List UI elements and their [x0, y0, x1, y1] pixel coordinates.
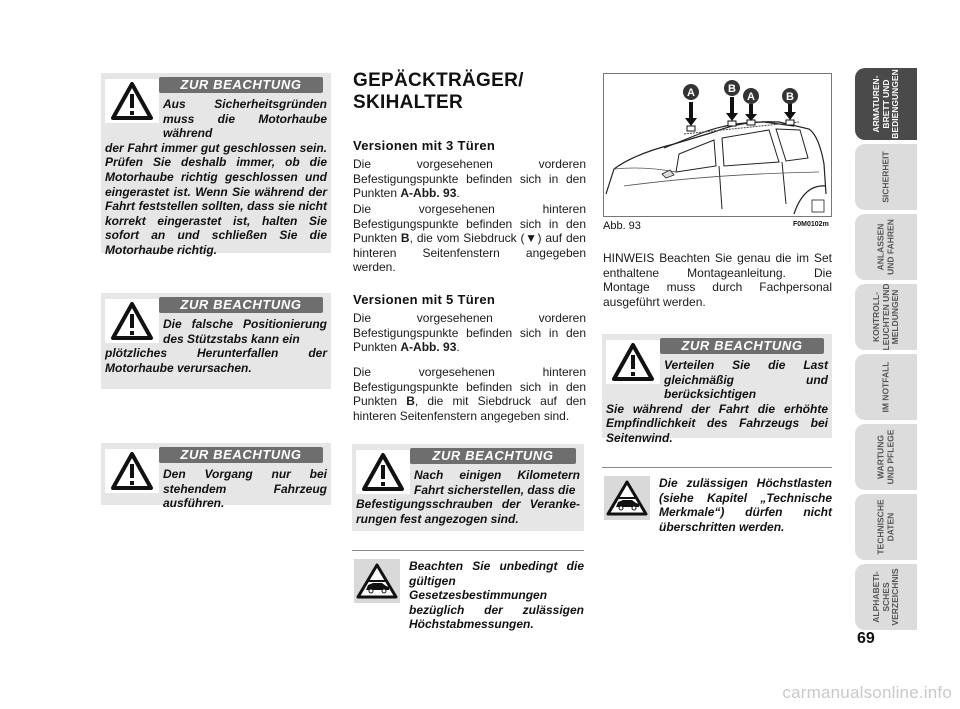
figure-point-labels — [683, 80, 798, 104]
figure-code: F0M0102m — [793, 221, 829, 228]
figure-label-a1: A — [687, 87, 695, 99]
warning-box-support-rod — [101, 293, 331, 389]
tab-armaturenbrett[interactable] — [855, 68, 917, 140]
tab-im-notfall[interactable] — [855, 354, 917, 420]
warning-box-check-screws — [352, 444, 584, 531]
tab-label: TECHNISCHE DATEN — [875, 499, 895, 555]
warning-box-hood-closed — [101, 73, 331, 257]
figure-caption: Abb. 93 — [603, 220, 641, 232]
warning-tag: ZUR BEACHTUNG — [159, 297, 323, 313]
car-icon-frame — [354, 559, 400, 603]
tab-anlassen[interactable] — [855, 214, 917, 280]
tab-label: SICHERHEIT — [880, 151, 891, 203]
tab-sicherheit[interactable] — [855, 144, 917, 210]
note-box-max-loads — [602, 467, 832, 537]
warning-tag: ZUR BEACHTUNG — [410, 448, 576, 464]
tab-wartung[interactable] — [855, 424, 917, 490]
paragraph-5-doors-rear: Die vorgesehenen hinteren Befestigungspunkte befinden sich in den Punkten B, die mit Siebdruck auf den hinteren Seitenfenstern angegeben sind. — [353, 365, 586, 423]
tab-kontrollleuchten[interactable] — [855, 284, 917, 350]
tab-technische-daten[interactable] — [855, 494, 917, 560]
warning-text: Den Vorgang nur bei stehendem Fahrzeug ausführen. — [163, 467, 327, 511]
heading-3-doors: Versionen mit 3 Türen — [353, 138, 496, 153]
car-roof-load-icon — [604, 476, 650, 520]
figure-label-b1: B — [728, 83, 736, 95]
tab-label: ALPHABETI- SCHES VERZEICHNIS — [870, 568, 900, 626]
paragraph-5-doors-front: Die vorgesehenen vorderen Befestigungspunkte befinden sich in den Punkten A-Abb. 93. — [353, 311, 586, 355]
note-text: Die zulässigen Höchstlasten (siehe Kapitel „Technische Merkmale“) dürfen nicht überschritten werden. — [659, 476, 832, 534]
tab-label: ANLASSEN UND FAHREN — [875, 219, 895, 275]
warning-tag: ZUR BEACHTUNG — [159, 447, 323, 463]
section-title: GEPÄCKTRÄGER/ SKIHALTER — [353, 70, 524, 113]
tab-label: WARTUNG UND PFLEGE — [875, 429, 895, 485]
tab-label: ARMATUREN- BRETT UND BEDIENGUNGEN — [870, 69, 900, 139]
warning-box-load-distribution — [602, 334, 832, 445]
warning-tag: ZUR BEACHTUNG — [159, 77, 323, 93]
car-roof-load-icon — [354, 559, 400, 603]
warning-text: Aus Sicherheitsgründen muss die Motorhaube während der Fahrt immer gut geschlossen sein. Prüfen Sie deshalb immer, ob die Motorhaube richtig geschlossen und eingerastet ist. Wenn Sie während der Fahrt feststellen sollten, dass sie nicht korrekt eingerastet ist, halten Sie sofort an und schließen Sie die Motorhaube richtig. — [105, 97, 327, 257]
tab-label: KONTROLL- LEUCHTEN UND MELDUNGEN — [870, 283, 900, 351]
figure-car-roof-points — [603, 73, 832, 217]
page-number: 69 — [857, 630, 875, 647]
figure-label-a2: A — [747, 91, 755, 103]
warning-text: Nach einigen Kilometern Fahrt sicherstellen, dass die Befestigungsschrauben der Veranke-rungen fest angezogen sind. — [356, 468, 580, 526]
watermark: carmanualsonline.info — [782, 683, 952, 702]
figure-label-b2: B — [786, 91, 794, 103]
car-icon-frame — [604, 476, 650, 520]
paragraph-3-doors-rear: Die vorgesehenen hinteren Befestigungspunkte befinden sich in den Punkten B, die vom Siebdruck (▼) auf den hinteren Seitenfenstern angegeben werden. — [353, 202, 586, 275]
car-illustration — [604, 74, 831, 216]
heading-5-doors: Versionen mit 5 Türen — [353, 292, 496, 307]
note-box-max-dimensions — [352, 550, 584, 632]
hinweis-paragraph: HINWEIS Beachten Sie genau die im Set enthaltene Montageanleitung. Die Montage muss durch Fachpersonal ausgeführt werden. — [603, 251, 832, 309]
warning-tag: ZUR BEACHTUNG — [660, 338, 824, 354]
warning-text: Verteilen Sie die Last gleichmäßig und berücksichtigen Sie während der Fahrt die erhöhte Empfindlichkeit des Fahrzeugs bei Seitenwind. — [606, 358, 828, 445]
note-text: Beachten Sie unbedingt die gültigen Gesetzesbestimmungen bezüglich der zulässigen Höchstabmessungen. — [409, 559, 584, 632]
warning-text: Die falsche Positionierung des Stützstabs kann ein plötzliches Herunterfallen der Motorhaube verursachen. — [105, 317, 327, 375]
warning-box-vehicle-stationary — [101, 443, 331, 511]
paragraph-3-doors-front: Die vorgesehenen vorderen Befestigungspunkte befinden sich in den Punkten A-Abb. 93. — [353, 157, 586, 201]
tab-label: IM NOTFALL — [880, 361, 891, 413]
tab-verzeichnis[interactable] — [855, 564, 917, 630]
